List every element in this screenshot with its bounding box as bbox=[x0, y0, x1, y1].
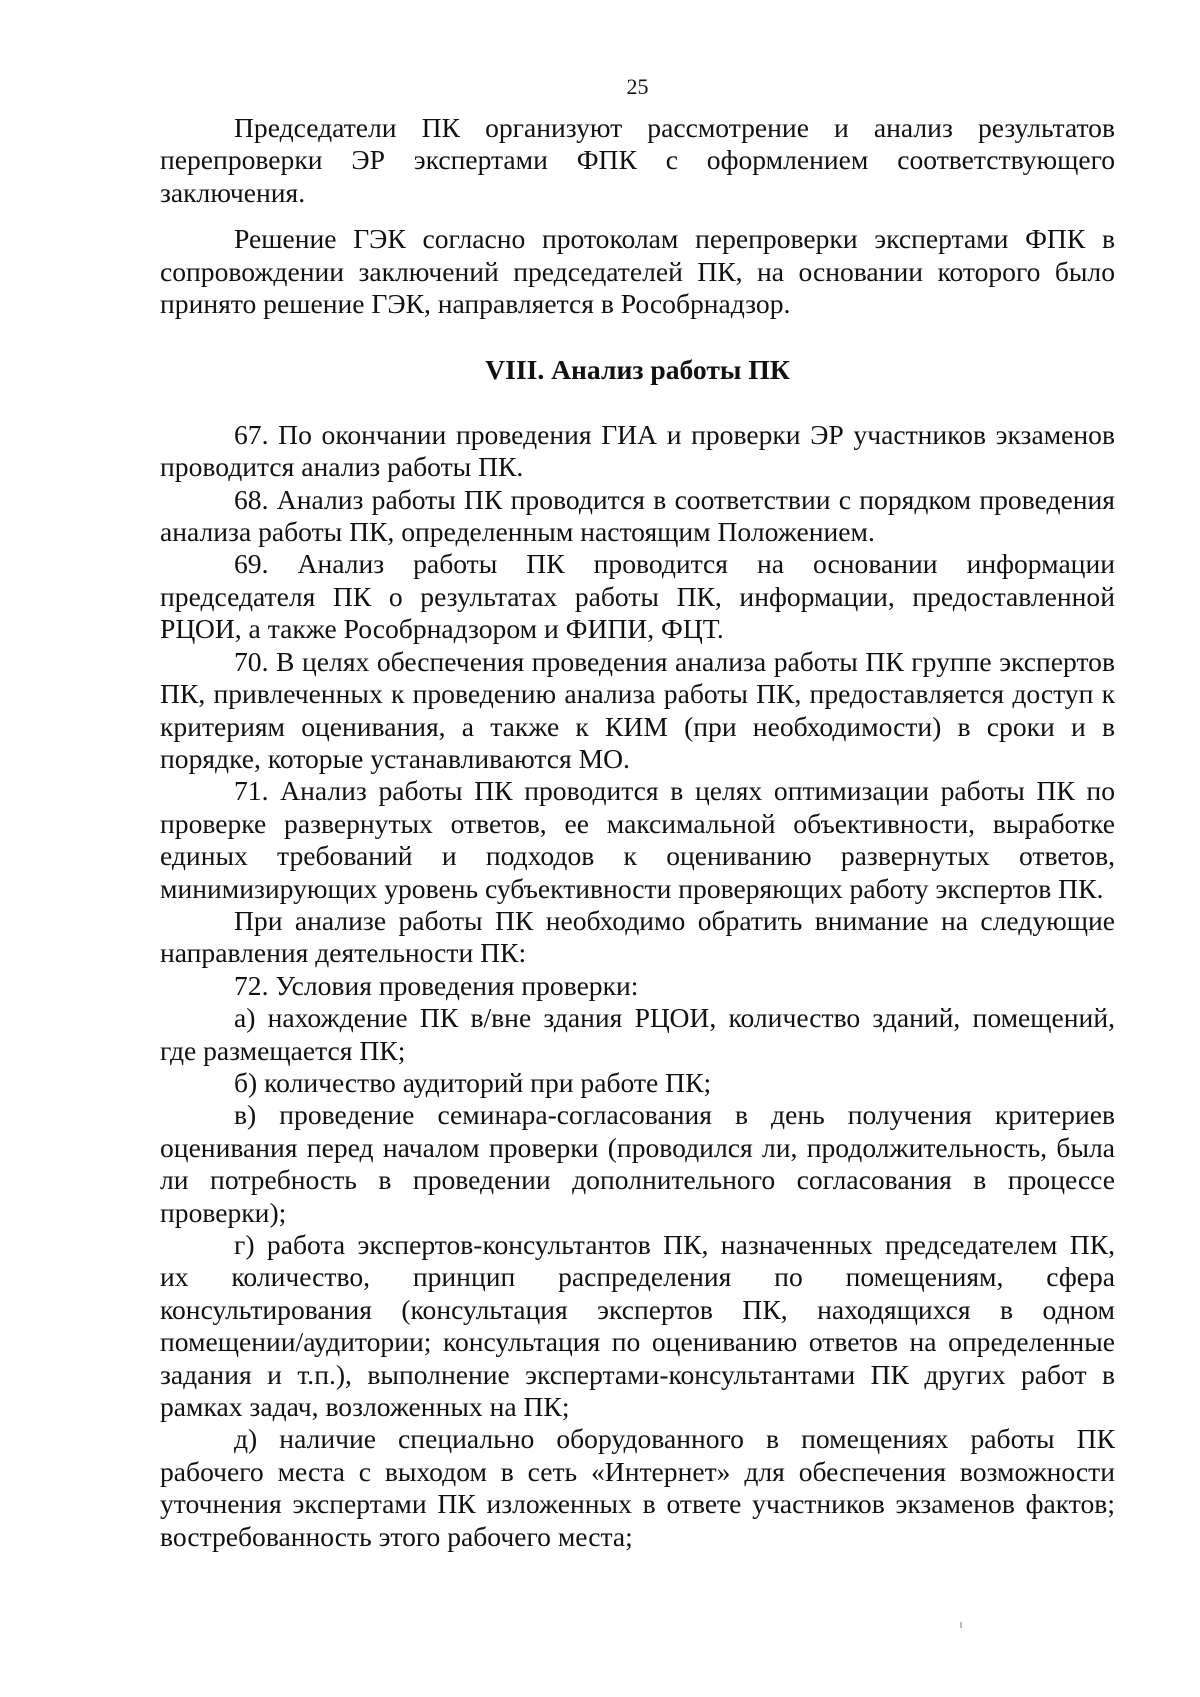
scan-speck bbox=[960, 1622, 962, 1628]
document-page bbox=[160, 70, 1115, 1553]
list-item-b: б) количество аудиторий при работе ПК; bbox=[234, 1066, 712, 1098]
section-heading: VIII. Анализ работы ПК bbox=[485, 354, 790, 386]
paragraph-69: 69. Анализ работы ПК проводится на основании информации председателя ПК о результатах работы ПК, информации, предоставленной РЦОИ, а также Рособрнадзором и ФИПИ, ФЦТ. bbox=[160, 548, 1115, 645]
paragraph-70: 70. В целях обеспечения проведения анализа работы ПК группе экспертов ПК, привлеченных к проведению анализа работы ПК, предоставляется доступ к критериям оценивания, а также к КИМ (при необходимости) в сроки и в порядке, которые устанавливаются МО. bbox=[160, 645, 1115, 774]
paragraph-72: 72. Условия проведения проверки: bbox=[234, 969, 639, 1001]
list-item-a: а) нахождение ПК в/вне здания РЦОИ, количество зданий, помещений, где размещается ПК; bbox=[160, 1002, 1115, 1066]
paragraph-68: 68. Анализ работы ПК проводится в соответствии с порядком проведения анализа работы ПК, определенным настоящим Положением. bbox=[160, 483, 1115, 548]
paragraph-chairmen-review: Председатели ПК организуют рассмотрение и анализ результатов перепроверки ЭР экспертами ФПК с оформлением соответствующего заключения. bbox=[160, 112, 1115, 208]
list-item-v: в) проведение семинара-согласования в день получения критериев оценивания перед началом проверки (проводился ли, продолжительность, была ли потребность в проведении дополнительного согласования в процессе проверки); bbox=[160, 1099, 1115, 1228]
paragraph-analysis-directions: При анализе работы ПК необходимо обратить внимание на следующие направления деятельности ПК: bbox=[160, 904, 1115, 969]
paragraph-71: 71. Анализ работы ПК проводится в целях оптимизации работы ПК по проверке развернутых ответов, ее максимальной объективности, выработке единых требований и подходов к оцениванию развернутых ответов, минимизирующих уровень субъективности проверяющих работу экспертов ПК. bbox=[160, 775, 1115, 904]
list-item-d: д) наличие специально оборудованного в помещениях работы ПК рабочего места с выходом в сеть «Интернет» для обеспечения возможности уточнения экспертами ПК изложенных в ответе участников экзаменов фактов; востребованность этого рабочего места; bbox=[160, 1423, 1115, 1552]
list-item-g: г) работа экспертов-консультантов ПК, назначенных председателем ПК, их количество, принцип распределения по помещениям, сфера консультирования (консультация экспертов ПК, находящихся в одном помещении/аудитории; консультация по оцениванию ответов на определенные задания и т.п.), выполнение экспертами-консультантами ПК других работ в рамках задач, возложенных на ПК; bbox=[160, 1229, 1115, 1423]
paragraph-gek-decision: Решение ГЭК согласно протоколам перепроверки экспертами ФПК в сопровождении заключений председателей ПК, на основании которого было принято решение ГЭК, направляется в Рособрнадзор. bbox=[160, 223, 1115, 320]
page-number: 25 bbox=[626, 74, 649, 99]
paragraph-67: 67. По окончании проведения ГИА и проверки ЭР участников экзаменов проводится анализ работы ПК. bbox=[160, 418, 1115, 483]
